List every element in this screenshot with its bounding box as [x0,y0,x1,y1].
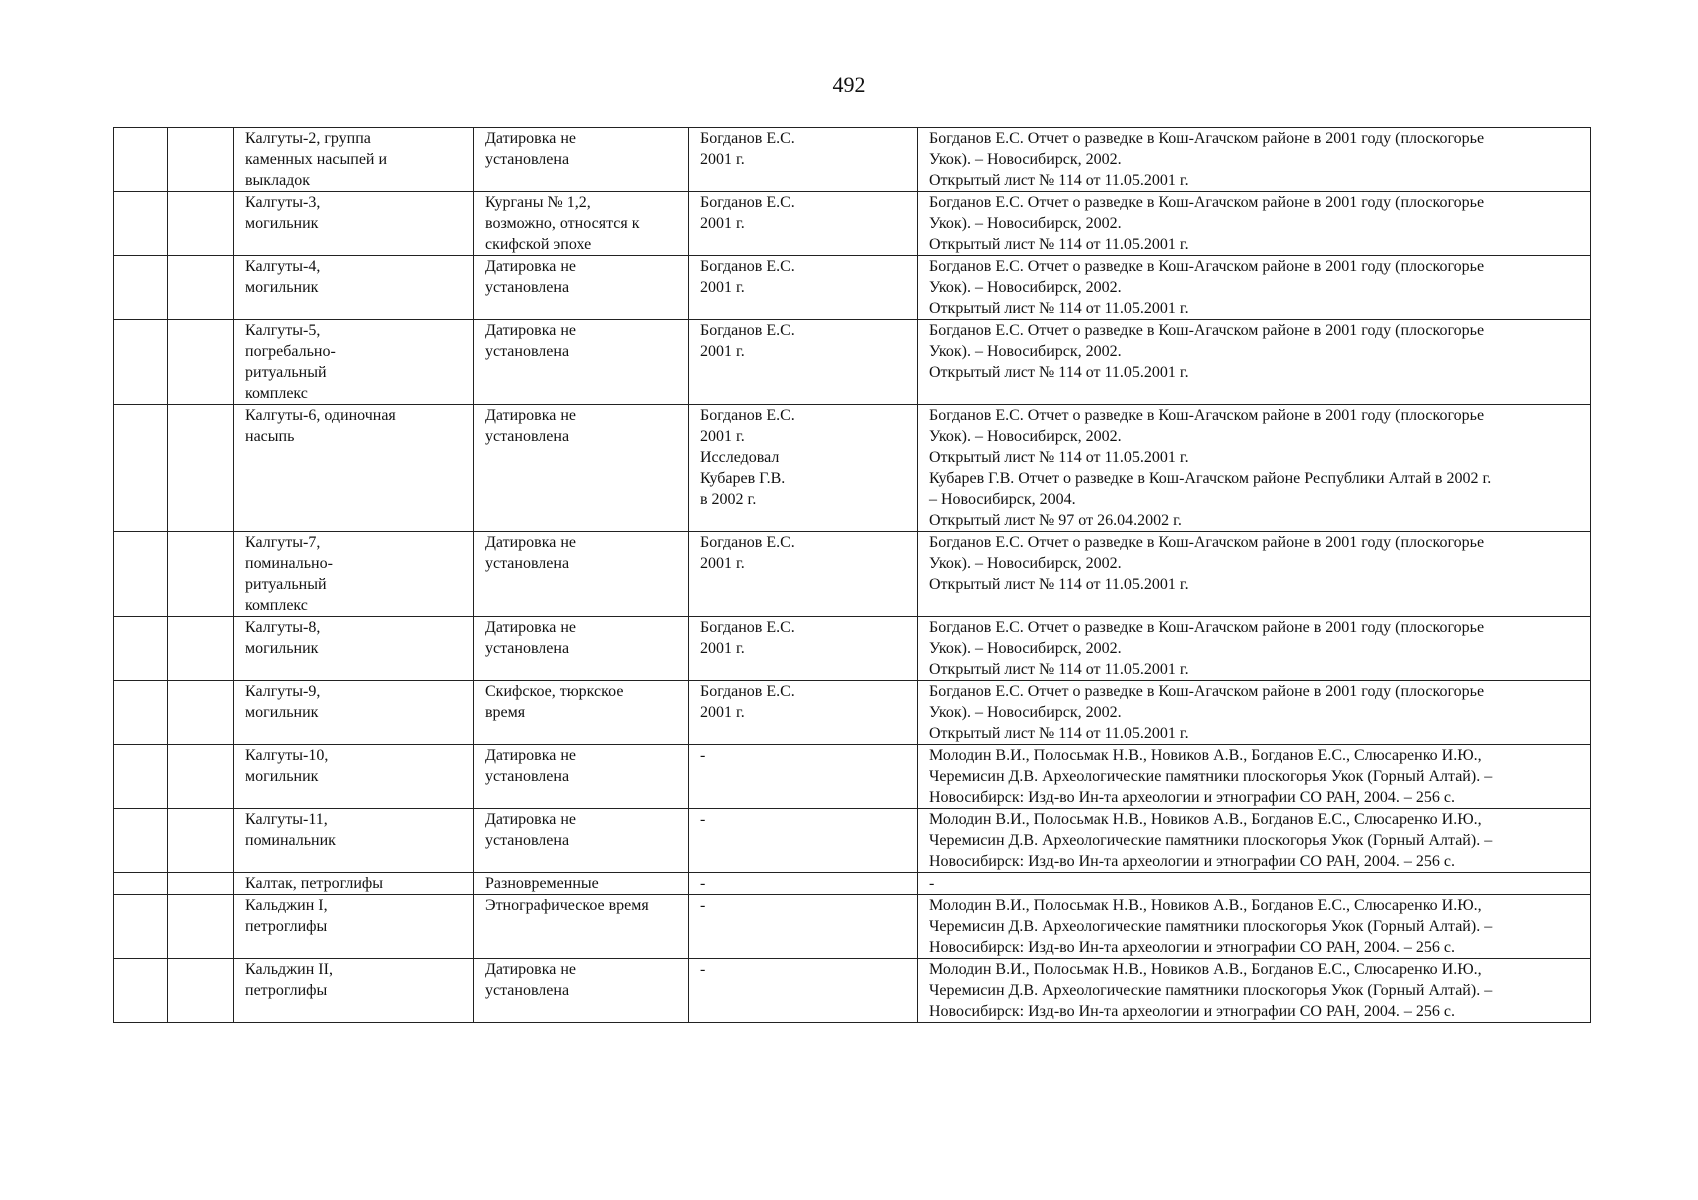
monument-name-cell: Калгуты-2, группа каменных насыпей и выкладок [234,128,474,192]
dating-cell: Датировка не установлена [474,532,689,617]
table-row [114,873,1591,895]
researcher-cell: - [689,895,918,959]
monument-name-cell: Калтак, петроглифы [234,873,474,895]
table-row [114,532,1591,617]
table-row [114,128,1591,192]
monument-name-cell: Калгуты-11, поминальник [234,809,474,873]
table-row [114,959,1591,1023]
researcher-cell: Богданов Е.С. 2001 г. [689,256,918,320]
references-cell: Богданов Е.С. Отчет о разведке в Кош-Агачском районе в 2001 году (плоскогорье Укок). – Новосибирск, 2002. Открытый лист № 114 от 11.05.2001 г. [918,617,1591,681]
number-cell [114,532,168,617]
number-cell [114,895,168,959]
dating-cell: Датировка не установлена [474,745,689,809]
monument-name-cell: Калгуты-3, могильник [234,192,474,256]
table-row [114,745,1591,809]
dating-cell: Датировка не установлена [474,320,689,405]
references-cell: Молодин В.И., Полосьмак Н.В., Новиков А.В., Богданов Е.С., Слюсаренко И.Ю., Черемисин Д.В. Археологические памятники плоскогорья Укок (Горный Алтай). – Новосибирск: Изд-во Ин-та археологии и этнографии СО РАН, 2004. – 256 с. [918,809,1591,873]
monument-name-cell: Калгуты-5, погребально- ритуальный комплекс [234,320,474,405]
monument-name-cell: Калгуты-6, одиночная насыпь [234,405,474,532]
code-cell [168,873,234,895]
code-cell [168,959,234,1023]
researcher-cell: Богданов Е.С. 2001 г. [689,320,918,405]
number-cell [114,873,168,895]
number-cell [114,809,168,873]
references-cell: Молодин В.И., Полосьмак Н.В., Новиков А.В., Богданов Е.С., Слюсаренко И.Ю., Черемисин Д.В. Археологические памятники плоскогорья Укок (Горный Алтай). – Новосибирск: Изд-во Ин-та археологии и этнографии СО РАН, 2004. – 256 с. [918,895,1591,959]
dating-cell: Курганы № 1,2, возможно, относятся к скифской эпохе [474,192,689,256]
table-body [114,128,1591,1023]
monument-name-cell: Калгуты-7, поминально- ритуальный комплекс [234,532,474,617]
code-cell [168,192,234,256]
dating-cell: Датировка не установлена [474,809,689,873]
researcher-cell: Богданов Е.С. 2001 г. [689,128,918,192]
researcher-cell: Богданов Е.С. 2001 г. Исследовал Кубарев Г.В. в 2002 г. [689,405,918,532]
references-cell: Богданов Е.С. Отчет о разведке в Кош-Агачском районе в 2001 году (плоскогорье Укок). – Новосибирск, 2002. Открытый лист № 114 от 11.05.2001 г. [918,532,1591,617]
code-cell [168,809,234,873]
code-cell [168,745,234,809]
monument-name-cell: Калгуты-4, могильник [234,256,474,320]
references-cell: Богданов Е.С. Отчет о разведке в Кош-Агачском районе в 2001 году (плоскогорье Укок). – Новосибирск, 2002. Открытый лист № 114 от 11.05.2001 г. [918,681,1591,745]
dating-cell: Разновременные [474,873,689,895]
dating-cell: Датировка не установлена [474,405,689,532]
number-cell [114,959,168,1023]
references-cell: Богданов Е.С. Отчет о разведке в Кош-Агачском районе в 2001 году (плоскогорье Укок). – Новосибирск, 2002. Открытый лист № 114 от 11.05.2001 г. [918,128,1591,192]
researcher-cell: - [689,809,918,873]
number-cell [114,617,168,681]
code-cell [168,617,234,681]
code-cell [168,320,234,405]
number-cell [114,405,168,532]
number-cell [114,256,168,320]
dating-cell: Датировка не установлена [474,256,689,320]
references-cell: Богданов Е.С. Отчет о разведке в Кош-Агачском районе в 2001 году (плоскогорье Укок). – Новосибирск, 2002. Открытый лист № 114 от 11.05.2001 г. [918,192,1591,256]
dating-cell: Датировка не установлена [474,617,689,681]
number-cell [114,745,168,809]
code-cell [168,895,234,959]
code-cell [168,405,234,532]
researcher-cell: Богданов Е.С. 2001 г. [689,192,918,256]
researcher-cell: - [689,959,918,1023]
monument-name-cell: Кальджин I, петроглифы [234,895,474,959]
number-cell [114,320,168,405]
references-cell: Молодин В.И., Полосьмак Н.В., Новиков А.В., Богданов Е.С., Слюсаренко И.Ю., Черемисин Д.В. Археологические памятники плоскогорья Укок (Горный Алтай). – Новосибирск: Изд-во Ин-та археологии и этнографии СО РАН, 2004. – 256 с. [918,745,1591,809]
table-row [114,320,1591,405]
dating-cell: Датировка не установлена [474,959,689,1023]
code-cell [168,681,234,745]
code-cell [168,532,234,617]
table-row [114,405,1591,532]
references-cell: Богданов Е.С. Отчет о разведке в Кош-Агачском районе в 2001 году (плоскогорье Укок). – Новосибирск, 2002. Открытый лист № 114 от 11.05.2001 г. [918,320,1591,405]
dating-cell: Датировка не установлена [474,128,689,192]
table-row [114,809,1591,873]
researcher-cell: - [689,873,918,895]
dating-cell: Скифское, тюркское время [474,681,689,745]
number-cell [114,681,168,745]
number-cell [114,192,168,256]
researcher-cell: Богданов Е.С. 2001 г. [689,681,918,745]
monument-name-cell: Калгуты-10, могильник [234,745,474,809]
references-cell: Богданов Е.С. Отчет о разведке в Кош-Агачском районе в 2001 году (плоскогорье Укок). – Новосибирск, 2002. Открытый лист № 114 от 11.05.2001 г. [918,256,1591,320]
table-row [114,895,1591,959]
monument-name-cell: Кальджин II, петроглифы [234,959,474,1023]
references-cell: Богданов Е.С. Отчет о разведке в Кош-Агачском районе в 2001 году (плоскогорье Укок). – Новосибирск, 2002. Открытый лист № 114 от 11.05.2001 г. Кубарев Г.В. Отчет о разведке в Кош-Агачском районе Республики Алтай в 2002 г. – Новосибирск, 2004. Открытый лист № 97 от 26.04.2002 г. [918,405,1591,532]
code-cell [168,256,234,320]
researcher-cell: Богданов Е.С. 2001 г. [689,617,918,681]
references-cell: - [918,873,1591,895]
table-row [114,256,1591,320]
table-row [114,617,1591,681]
table-row [114,192,1591,256]
monuments-table [113,127,1591,1023]
monument-name-cell: Калгуты-8, могильник [234,617,474,681]
number-cell [114,128,168,192]
table-row [114,681,1591,745]
code-cell [168,128,234,192]
references-cell: Молодин В.И., Полосьмак Н.В., Новиков А.В., Богданов Е.С., Слюсаренко И.Ю., Черемисин Д.В. Археологические памятники плоскогорья Укок (Горный Алтай). – Новосибирск: Изд-во Ин-та археологии и этнографии СО РАН, 2004. – 256 с. [918,959,1591,1023]
page-number: 492 [832,72,866,97]
dating-cell: Этнографическое время [474,895,689,959]
researcher-cell: Богданов Е.С. 2001 г. [689,532,918,617]
researcher-cell: - [689,745,918,809]
monument-name-cell: Калгуты-9, могильник [234,681,474,745]
